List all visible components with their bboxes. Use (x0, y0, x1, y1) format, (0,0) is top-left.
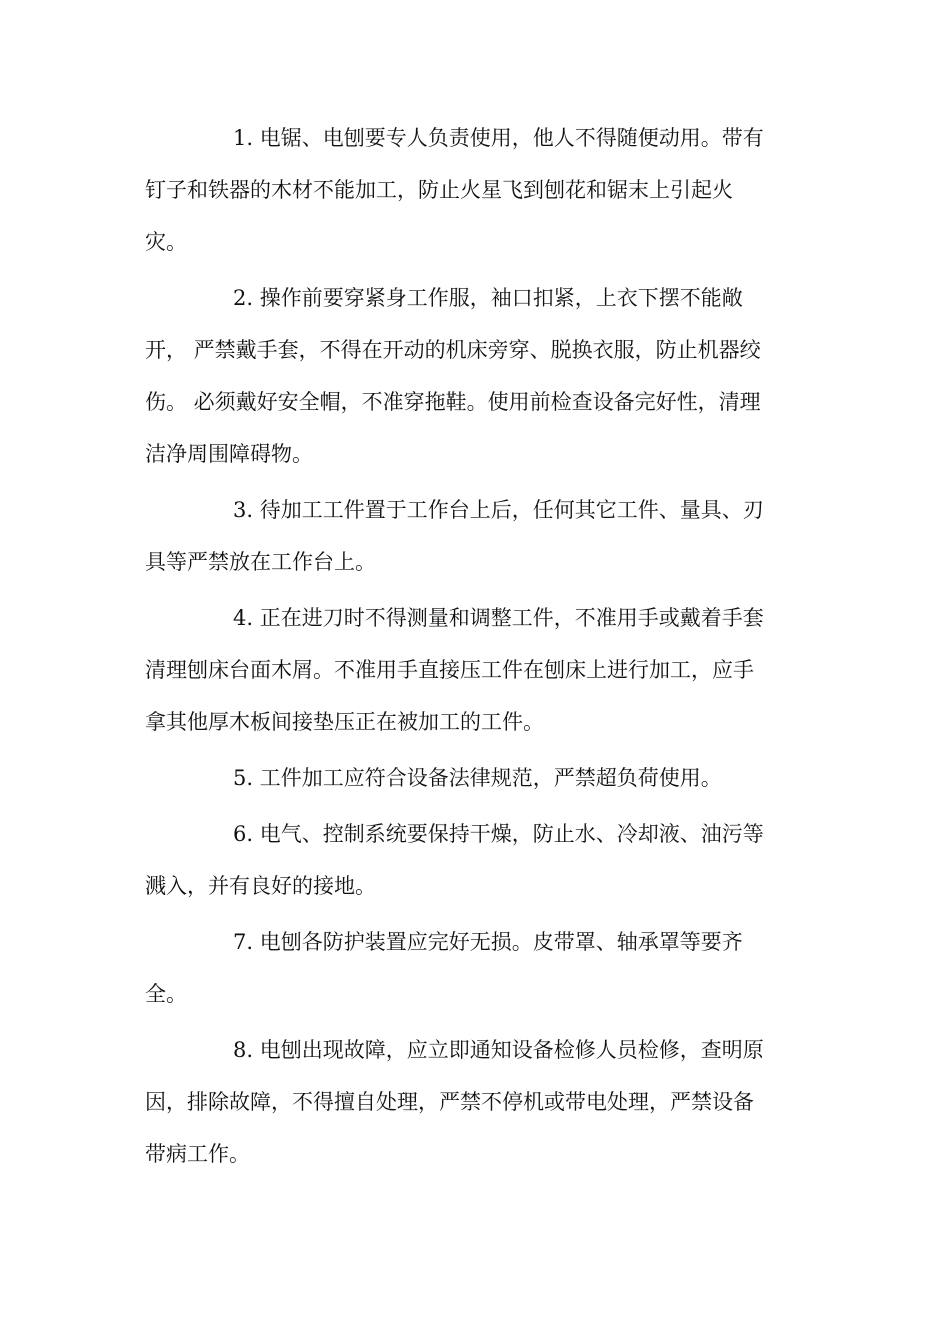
paragraph-8 (145, 1024, 805, 1180)
paragraph-line: 8. 电刨出现故障，应立即通知设备检修人员检修，查明原 (233, 1038, 764, 1062)
paragraph-line: 带病工作。 (145, 1142, 250, 1166)
paragraph-line: 6. 电气、控制系统要保持干燥，防止水、冷却液、油污等 (233, 822, 764, 846)
paragraph-line: 清理刨床台面木屑。不准用手直接压工件在刨床上进行加工，应手 (145, 658, 754, 682)
paragraph-6 (145, 808, 805, 912)
paragraph-line: 伤。 必须戴好安全帽，不准穿拖鞋。使用前检查设备完好性，清理 (145, 390, 761, 414)
paragraph-line: 7. 电刨各防护装置应完好无损。皮带罩、轴承罩等要齐 (233, 930, 743, 954)
paragraph-line: 洁净周围障碍物。 (145, 442, 313, 466)
paragraph-line: 4. 正在进刀时不得测量和调整工件，不准用手或戴着手套 (233, 606, 764, 630)
paragraph-line: 全。 (145, 982, 187, 1006)
paragraph-line: 1. 电锯、电刨要专人负责使用，他人不得随便动用。带有 (233, 126, 764, 150)
paragraph-line: 钉子和铁器的木材不能加工，防止火星飞到刨花和锯末上引起火 (145, 178, 733, 202)
paragraph-line: 具等严禁放在工作台上。 (145, 550, 376, 574)
paragraph-line: 因，排除故障，不得擅自处理，严禁不停机或带电处理，严禁设备 (145, 1090, 754, 1114)
paragraph-line: 3. 待加工工件置于工作台上后，任何其它工件、量具、刃 (233, 498, 764, 522)
document-body (145, 112, 805, 1184)
paragraph-line: 2. 操作前要穿紧身工作服，袖口扣紧，上衣下摆不能敞 (233, 286, 743, 310)
paragraph-line: 5. 工件加工应符合设备法律规范，严禁超负荷使用。 (233, 766, 722, 790)
paragraph-line: 灾。 (145, 230, 187, 254)
paragraph-line: 溅入，并有良好的接地。 (145, 874, 376, 898)
paragraph-5 (145, 752, 805, 804)
paragraph-4 (145, 592, 805, 748)
paragraph-7 (145, 916, 805, 1020)
paragraph-2 (145, 272, 805, 480)
paragraph-3 (145, 484, 805, 588)
paragraph-1 (145, 112, 805, 268)
paragraph-line: 开， 严禁戴手套，不得在开动的机床旁穿、脱换衣服，防止机器绞 (145, 338, 761, 362)
paragraph-line: 拿其他厚木板间接垫压正在被加工的工件。 (145, 710, 544, 734)
